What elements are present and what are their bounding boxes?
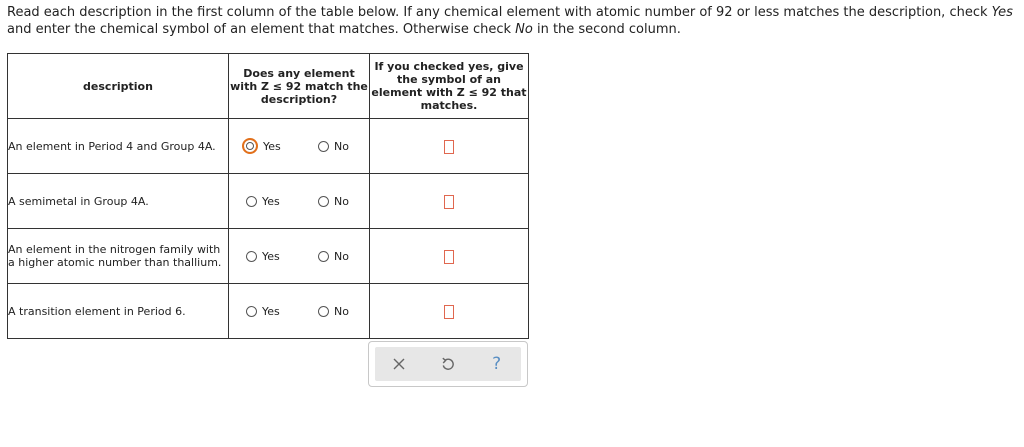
choice-cell — [229, 229, 370, 284]
choice-cell — [229, 174, 370, 229]
no-option[interactable] — [318, 305, 349, 318]
instructions-no-word: No — [515, 22, 533, 37]
undo-button[interactable] — [430, 349, 466, 379]
symbol-input[interactable] — [444, 195, 454, 209]
row-description: A semimetal in Group 4A. — [8, 174, 229, 229]
no-label: No — [334, 304, 349, 318]
table-row — [8, 174, 529, 229]
choice-cell — [229, 284, 370, 339]
header-row — [8, 54, 529, 119]
row-description: An element in Period 4 and Group 4A. — [8, 119, 229, 174]
instructions-part2: and enter the chemical symbol of an element that matches. Otherwise check — [7, 22, 516, 37]
no-option[interactable] — [318, 195, 349, 208]
table-row — [8, 229, 529, 284]
no-radio[interactable] — [318, 196, 329, 207]
no-label: No — [334, 194, 349, 208]
no-radio[interactable] — [318, 306, 329, 317]
no-option[interactable] — [318, 250, 349, 263]
yes-label: Yes — [262, 194, 280, 208]
symbol-input[interactable] — [444, 305, 454, 319]
no-label: No — [334, 249, 349, 263]
toolbar-inner — [375, 347, 521, 381]
table-row — [8, 119, 529, 174]
question-table — [7, 53, 529, 339]
symbol-input[interactable] — [444, 140, 454, 154]
symbol-cell — [370, 119, 529, 174]
yes-option[interactable] — [246, 195, 280, 208]
yes-option[interactable] — [246, 305, 280, 318]
instructions-part3: in the second column. — [532, 22, 681, 37]
yes-label: Yes — [262, 249, 280, 263]
answer-toolbar — [368, 341, 528, 387]
symbol-input[interactable] — [444, 250, 454, 264]
yes-radio[interactable] — [242, 138, 258, 154]
header-symbol: If you checked yes, give the symbol of an element with Z ≤ 92 that matches. — [370, 54, 529, 119]
symbol-cell — [370, 174, 529, 229]
clear-button[interactable] — [381, 349, 417, 379]
row-description: An element in the nitrogen family with a higher atomic number than thallium. — [8, 229, 229, 284]
yes-option[interactable] — [242, 138, 281, 154]
yes-radio[interactable] — [246, 196, 257, 207]
yes-radio[interactable] — [246, 306, 257, 317]
no-radio[interactable] — [318, 141, 329, 152]
instructions-part1: Read each description in the first column of the table below. If any chemical element with atomic number of 92 or less matches the description, check — [7, 5, 992, 20]
yes-option[interactable] — [246, 250, 280, 263]
no-option[interactable] — [318, 138, 349, 154]
choice-cell — [229, 119, 370, 174]
row-description: A transition element in Period 6. — [8, 284, 229, 339]
symbol-cell — [370, 229, 529, 284]
no-label: No — [334, 139, 349, 153]
instructions-yes-word: Yes — [991, 5, 1013, 20]
table-row — [8, 284, 529, 339]
symbol-cell — [370, 284, 529, 339]
no-radio[interactable] — [318, 251, 329, 262]
header-match: Does any element with Z ≤ 92 match the description? — [229, 54, 370, 119]
help-button[interactable] — [479, 349, 515, 379]
undo-icon — [441, 357, 455, 371]
yes-label: Yes — [262, 304, 280, 318]
yes-radio[interactable] — [246, 251, 257, 262]
help-icon: ? — [492, 354, 502, 374]
header-description: description — [8, 54, 229, 119]
x-icon — [393, 358, 405, 370]
yes-label: Yes — [263, 139, 281, 153]
instructions — [7, 4, 1017, 38]
